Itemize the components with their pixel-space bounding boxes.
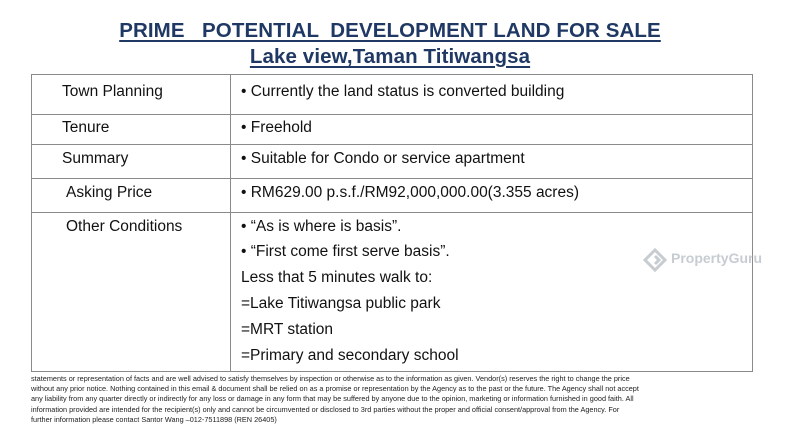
- row-divider: [32, 114, 752, 115]
- condition-line: =Primary and secondary school: [241, 347, 459, 364]
- propertyguru-watermark: [641, 246, 781, 276]
- row-label-other-conditions: Other Conditions: [66, 218, 183, 235]
- page-title: PRIME POTENTIAL DEVELOPMENT LAND FOR SALE: [119, 19, 661, 42]
- disclaimer-text: [31, 374, 776, 436]
- disclaimer-line: statements or representation of facts and are well advised to satisfy themselves by inspection or otherwise as to the information as given. Vendor(s) reserves the right to change the price: [31, 374, 630, 383]
- row-label-asking-price: Asking Price: [66, 184, 153, 201]
- condition-line: • “As is where is basis”.: [241, 218, 402, 235]
- propertyguru-logo-icon: [641, 246, 669, 274]
- watermark-text: PropertyGuru: [671, 250, 763, 266]
- row-divider: [32, 144, 752, 145]
- row-value-asking-price: • RM629.00 p.s.f./RM92,000,000.00(3.355 acres): [241, 184, 580, 201]
- page-subtitle: Lake view,Taman Titiwangsa: [249, 45, 531, 68]
- disclaimer-line: without any prior notice. Nothing contained in this email & document shall be relied on as a promise or representation by the Agency as to the past or the future. The Agency shall not accept: [31, 384, 639, 394]
- condition-line: =Lake Titiwangsa public park: [241, 295, 441, 312]
- disclaimer-line: further information please contact Santor Wang –012-7511898 (REN 26405): [31, 414, 277, 424]
- row-value-summary: • Suitable for Condo or service apartment: [241, 150, 525, 167]
- row-value-town-planning: • Currently the land status is converted building: [241, 83, 565, 100]
- condition-line: • “First come first serve basis”.: [241, 243, 450, 260]
- details-table: [31, 74, 753, 372]
- condition-line: Less that 5 minutes walk to:: [241, 269, 433, 286]
- row-divider: [32, 212, 752, 213]
- row-label-town-planning: Town Planning: [62, 83, 163, 100]
- column-divider: [230, 75, 231, 371]
- row-value-tenure: • Freehold: [241, 119, 312, 136]
- disclaimer-line: any liability from any quarter directly or indirectly for any loss or damage in any form that may be suffered by anyone due to the opinion, marketing or information furnished in good faith. All: [31, 394, 634, 404]
- disclaimer-line: information provided are intended for the recipient(s) only and cannot be circumvented or disclosed to 3rd parties without the proper and official consent/approval from the Agency. For: [31, 404, 620, 414]
- row-divider: [32, 178, 752, 179]
- condition-line: =MRT station: [241, 321, 334, 338]
- row-label-tenure: Tenure: [62, 119, 110, 136]
- row-label-summary: Summary: [62, 150, 129, 167]
